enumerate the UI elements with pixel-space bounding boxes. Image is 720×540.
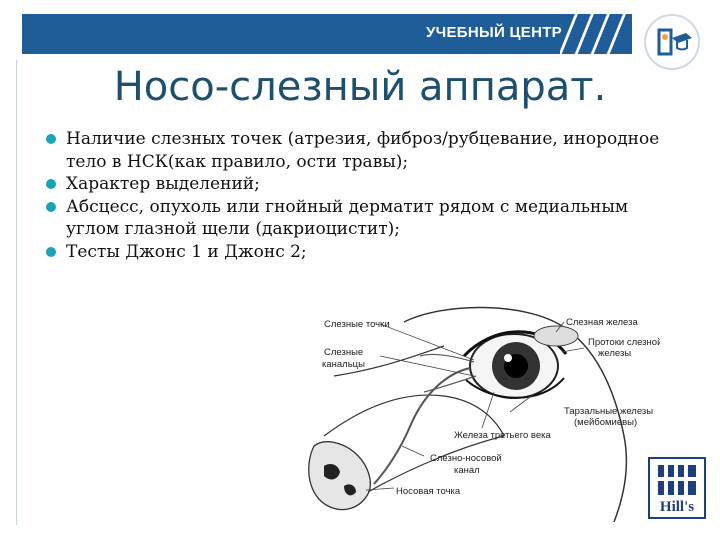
hills-logo-text: Hill's	[659, 499, 695, 515]
bullet-item	[44, 196, 684, 241]
label-ducts-1: Протоки слезной	[588, 337, 660, 348]
label-canaliculi-1: Слезные	[324, 347, 364, 358]
bullet-dot-icon	[46, 247, 56, 257]
bullet-dot-icon	[46, 179, 56, 189]
training-center-logo-icon	[644, 14, 700, 70]
bullet-item	[44, 128, 684, 173]
bullet-item	[44, 241, 684, 264]
left-rule	[16, 60, 17, 525]
label-ducts-2: железы	[598, 348, 632, 359]
slide-title: Носо-слезный аппарат.	[113, 64, 607, 110]
bullet-item	[44, 173, 684, 196]
header-label: УЧЕБНЫЙ ЦЕНТР	[426, 24, 562, 41]
label-nasal-point: Носовая точка	[396, 486, 461, 497]
bullet-text: Тесты Джонс 1 и Джонс 2;	[66, 241, 307, 262]
hills-logo	[648, 457, 706, 519]
label-gland: Слезная железа	[566, 317, 638, 328]
bullet-dot-icon	[46, 134, 56, 144]
bullet-text: Характер выделений;	[66, 174, 260, 194]
label-tarsal-1: Тарзальные железы	[564, 406, 654, 417]
bullet-text: Абсцесс, опухоль или гнойный дерматит рядом с медиальным углом глазной щели (дакриоцистит);	[66, 196, 629, 239]
label-puncta: Слезные точки	[324, 319, 390, 330]
bullet-dot-icon	[46, 202, 56, 212]
header-bar	[22, 14, 632, 54]
label-third-eyelid: Железа третьего века	[454, 430, 551, 441]
header-stripes	[560, 14, 632, 54]
label-canaliculi-2: канальцы	[322, 359, 365, 370]
bullet-list	[44, 128, 684, 263]
label-nasolacrimal-2: канал	[454, 465, 480, 476]
nasolacrimal-diagram	[294, 296, 660, 522]
label-tarsal-2: (мейбомиевы)	[574, 417, 638, 428]
label-nasolacrimal-1: Слезно-носовой	[430, 453, 502, 464]
bullet-text: Наличие слезных точек (атрезия, фиброз/рубцевание, инородное тело в НСК(как правило, ости травы);	[66, 129, 660, 172]
